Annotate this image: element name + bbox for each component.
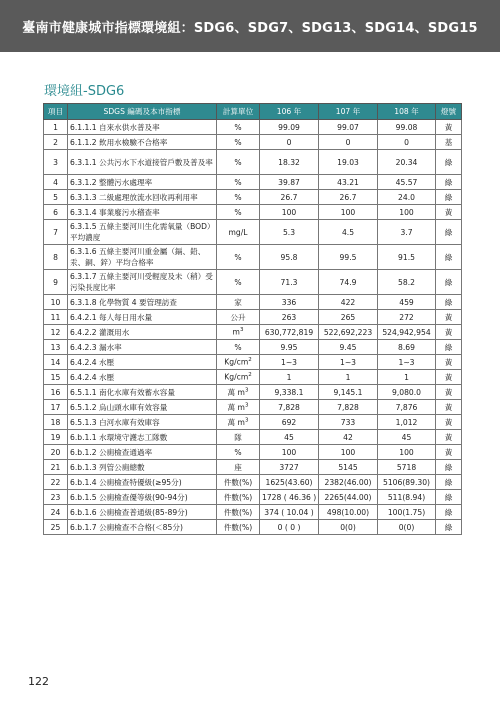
value-107-cell: 4.5 <box>319 220 378 245</box>
value-108-cell: 1~3 <box>378 355 436 370</box>
indicator-cell: 6.b.1.6 公廁檢查普通級(85-89分) <box>68 505 217 520</box>
value-107-cell: 422 <box>319 295 378 310</box>
unit-superscript: 3 <box>239 327 244 334</box>
column-header-108: 108 年 <box>378 104 436 120</box>
value-108-cell: 9,080.0 <box>378 385 436 400</box>
value-108-cell: 3.7 <box>378 220 436 245</box>
value-106-cell: 45 <box>260 430 319 445</box>
indicator-cell: 6.3.1.4 事業廢污水稽查率 <box>68 205 217 220</box>
indicator-cell: 6.3.1.8 化學物質 4 要管理訪查 <box>68 295 217 310</box>
light-cell: 黃 <box>436 310 462 325</box>
unit-cell: 公升 <box>217 310 260 325</box>
row-number-cell: 17 <box>44 400 68 415</box>
value-108-cell: 0 <box>378 135 436 150</box>
column-header-light: 燈號 <box>436 104 462 120</box>
value-107-cell: 1~3 <box>319 355 378 370</box>
value-107-cell: 522,692,223 <box>319 325 378 340</box>
unit-cell: % <box>217 245 260 270</box>
indicator-cell: 6.b.1.3 列管公廁總數 <box>68 460 217 475</box>
row-number-cell: 23 <box>44 490 68 505</box>
value-108-cell: 459 <box>378 295 436 310</box>
value-108-cell: 58.2 <box>378 270 436 295</box>
value-107-cell: 100 <box>319 205 378 220</box>
row-number-cell: 24 <box>44 505 68 520</box>
value-106-cell: 26.7 <box>260 190 319 205</box>
light-cell: 黃 <box>436 430 462 445</box>
value-106-cell: 71.3 <box>260 270 319 295</box>
indicator-cell: 6.1.1.2 飲用水檢驗不合格率 <box>68 135 217 150</box>
table-row <box>44 475 462 490</box>
unit-cell: 件數(%) <box>217 520 260 535</box>
column-header-indicator: SDGS 編碼及本市指標 <box>68 104 217 120</box>
row-number-cell: 8 <box>44 245 68 270</box>
unit-cell: % <box>217 205 260 220</box>
row-number-cell: 13 <box>44 340 68 355</box>
light-cell: 綠 <box>436 150 462 175</box>
unit-cell <box>217 355 260 370</box>
unit-superscript: 3 <box>244 416 249 423</box>
unit-text: Kg/cm <box>224 357 249 367</box>
unit-cell: % <box>217 175 260 190</box>
unit-text: m <box>232 327 240 337</box>
value-107-cell: 2382(46.00) <box>319 475 378 490</box>
unit-superscript: 3 <box>244 401 249 408</box>
row-number-cell: 19 <box>44 430 68 445</box>
table-row <box>44 385 462 400</box>
value-106-cell: 630,772,819 <box>260 325 319 340</box>
indicator-table <box>43 103 462 535</box>
row-number-cell: 15 <box>44 370 68 385</box>
value-107-cell: 5145 <box>319 460 378 475</box>
row-number-cell: 20 <box>44 445 68 460</box>
table-row <box>44 295 462 310</box>
row-number-cell: 22 <box>44 475 68 490</box>
value-106-cell: 9,338.1 <box>260 385 319 400</box>
section-title: 環境組-SDG6 <box>44 84 125 99</box>
value-107-cell: 42 <box>319 430 378 445</box>
header-title: 臺南市健康城市指標環境組：SDG6、SDG7、SDG13、SDG14、SDG15 <box>22 20 478 36</box>
unit-cell: 家 <box>217 295 260 310</box>
unit-cell <box>217 325 260 340</box>
indicator-cell: 6.5.1.2 烏山頭水庫有效容量 <box>68 400 217 415</box>
value-106-cell: 5.3 <box>260 220 319 245</box>
table-row <box>44 445 462 460</box>
value-106-cell: 336 <box>260 295 319 310</box>
value-108-cell: 20.34 <box>378 150 436 175</box>
unit-cell: 隊 <box>217 430 260 445</box>
row-number-cell: 9 <box>44 270 68 295</box>
light-cell: 黃 <box>436 385 462 400</box>
indicator-cell: 6.5.1.1 南化水庫有效蓄水容量 <box>68 385 217 400</box>
unit-cell: 座 <box>217 460 260 475</box>
unit-cell: mg/L <box>217 220 260 245</box>
unit-cell: % <box>217 150 260 175</box>
light-cell: 綠 <box>436 505 462 520</box>
value-106-cell: 1 <box>260 370 319 385</box>
column-header-item: 項目 <box>44 104 68 120</box>
value-107-cell: 498(10.00) <box>319 505 378 520</box>
light-cell: 綠 <box>436 490 462 505</box>
value-108-cell: 100 <box>378 445 436 460</box>
table-row <box>44 245 462 270</box>
value-106-cell: 9.95 <box>260 340 319 355</box>
page-number: 122 <box>28 675 49 688</box>
value-107-cell: 100 <box>319 445 378 460</box>
unit-text: 萬 m <box>227 387 245 397</box>
value-106-cell: 7,828 <box>260 400 319 415</box>
light-cell: 黃 <box>436 445 462 460</box>
value-107-cell: 99.5 <box>319 245 378 270</box>
value-108-cell: 100(1.75) <box>378 505 436 520</box>
unit-cell: % <box>217 340 260 355</box>
value-106-cell: 3727 <box>260 460 319 475</box>
column-header-107: 107 年 <box>319 104 378 120</box>
table-row <box>44 310 462 325</box>
row-number-cell: 4 <box>44 175 68 190</box>
unit-text: 萬 m <box>227 417 245 427</box>
value-106-cell: 0 <box>260 135 319 150</box>
row-number-cell: 6 <box>44 205 68 220</box>
value-107-cell: 733 <box>319 415 378 430</box>
light-cell: 綠 <box>436 520 462 535</box>
value-107-cell: 19.03 <box>319 150 378 175</box>
table-row <box>44 270 462 295</box>
value-106-cell: 100 <box>260 205 319 220</box>
table-row <box>44 460 462 475</box>
value-107-cell: 74.9 <box>319 270 378 295</box>
unit-cell <box>217 385 260 400</box>
unit-cell: % <box>217 120 260 135</box>
value-108-cell: 45 <box>378 430 436 445</box>
table-row <box>44 135 462 150</box>
table-row <box>44 150 462 175</box>
value-107-cell: 99.07 <box>319 120 378 135</box>
unit-cell: % <box>217 270 260 295</box>
value-106-cell: 1~3 <box>260 355 319 370</box>
light-cell: 綠 <box>436 295 462 310</box>
indicator-cell: 6.b.1.4 公廁檢查特優級(≥95分) <box>68 475 217 490</box>
table-header-row <box>44 104 462 120</box>
light-cell: 黃 <box>436 325 462 340</box>
unit-cell <box>217 415 260 430</box>
row-number-cell: 11 <box>44 310 68 325</box>
value-108-cell: 91.5 <box>378 245 436 270</box>
indicator-cell: 6.3.1.2 整體污水處理率 <box>68 175 217 190</box>
light-cell: 基 <box>436 135 462 150</box>
value-107-cell: 9.45 <box>319 340 378 355</box>
light-cell: 綠 <box>436 245 462 270</box>
value-106-cell: 1728 ( 46.36 ) <box>260 490 319 505</box>
indicator-cell: 6.b.1.1 水環境守護志工隊數 <box>68 430 217 445</box>
table-row <box>44 490 462 505</box>
light-cell: 綠 <box>436 270 462 295</box>
value-106-cell: 95.8 <box>260 245 319 270</box>
column-header-106: 106 年 <box>260 104 319 120</box>
light-cell: 黃 <box>436 355 462 370</box>
value-107-cell: 2265(44.00) <box>319 490 378 505</box>
light-cell: 綠 <box>436 475 462 490</box>
row-number-cell: 10 <box>44 295 68 310</box>
unit-superscript: 2 <box>248 357 252 364</box>
table-row <box>44 205 462 220</box>
page-header <box>0 0 500 52</box>
table-row <box>44 175 462 190</box>
table-row <box>44 415 462 430</box>
row-number-cell: 18 <box>44 415 68 430</box>
value-108-cell: 524,942,954 <box>378 325 436 340</box>
indicator-cell: 6.4.2.1 每人每日用水量 <box>68 310 217 325</box>
row-number-cell: 16 <box>44 385 68 400</box>
light-cell: 黃 <box>436 415 462 430</box>
indicator-cell: 6.1.1.1 自來水供水普及率 <box>68 120 217 135</box>
column-header-unit: 計算單位 <box>217 104 260 120</box>
value-107-cell: 0(0) <box>319 520 378 535</box>
value-108-cell: 7,876 <box>378 400 436 415</box>
unit-superscript: 3 <box>244 386 249 393</box>
value-107-cell: 265 <box>319 310 378 325</box>
value-107-cell: 1 <box>319 370 378 385</box>
value-108-cell: 24.0 <box>378 190 436 205</box>
indicator-cell: 6.b.1.7 公廁檢查不合格(＜85分) <box>68 520 217 535</box>
unit-cell: % <box>217 445 260 460</box>
indicator-cell: 6.3.1.1 公共污水下水道接管戶數及普及率 <box>68 150 217 175</box>
value-108-cell: 8.69 <box>378 340 436 355</box>
light-cell: 綠 <box>436 460 462 475</box>
value-106-cell: 39.87 <box>260 175 319 190</box>
row-number-cell: 21 <box>44 460 68 475</box>
table-row <box>44 370 462 385</box>
light-cell: 綠 <box>436 220 462 245</box>
value-108-cell: 272 <box>378 310 436 325</box>
unit-cell: % <box>217 135 260 150</box>
value-108-cell: 1,012 <box>378 415 436 430</box>
indicator-cell: 6.5.1.3 白河水庫有效庫容 <box>68 415 217 430</box>
table-row <box>44 400 462 415</box>
value-106-cell: 263 <box>260 310 319 325</box>
table-row <box>44 430 462 445</box>
table-row <box>44 505 462 520</box>
indicator-cell: 6.4.2.4 水壓 <box>68 370 217 385</box>
unit-cell: 件數(%) <box>217 505 260 520</box>
table-row <box>44 220 462 245</box>
indicator-cell: 6.b.1.2 公廁檢查通過率 <box>68 445 217 460</box>
value-106-cell: 100 <box>260 445 319 460</box>
table-row <box>44 120 462 135</box>
indicator-cell: 6.b.1.5 公廁檢查優等級(90-94分) <box>68 490 217 505</box>
value-108-cell: 99.08 <box>378 120 436 135</box>
value-107-cell: 0 <box>319 135 378 150</box>
light-cell: 黃 <box>436 120 462 135</box>
indicator-cell: 6.4.2.4 水壓 <box>68 355 217 370</box>
indicator-cell: 6.3.1.3 二級處理放流水回收再利用率 <box>68 190 217 205</box>
unit-cell: 件數(%) <box>217 475 260 490</box>
indicator-cell: 6.4.2.3 漏水率 <box>68 340 217 355</box>
light-cell: 綠 <box>436 190 462 205</box>
unit-superscript: 2 <box>248 372 252 379</box>
table-row <box>44 325 462 340</box>
value-107-cell: 7,828 <box>319 400 378 415</box>
value-108-cell: 100 <box>378 205 436 220</box>
value-107-cell: 26.7 <box>319 190 378 205</box>
indicator-cell: 6.3.1.6 五條主要河川重金屬（鎘、鉛、汞、銅、鋅）平均合格率 <box>68 245 217 270</box>
value-108-cell: 45.57 <box>378 175 436 190</box>
value-108-cell: 5106(89.30) <box>378 475 436 490</box>
indicator-cell: 6.3.1.5 五條主要河川生化需氧量（BOD）平均濃度 <box>68 220 217 245</box>
value-107-cell: 9,145.1 <box>319 385 378 400</box>
value-106-cell: 0 ( 0 ) <box>260 520 319 535</box>
unit-cell <box>217 400 260 415</box>
table-row <box>44 190 462 205</box>
table-row <box>44 355 462 370</box>
value-108-cell: 5718 <box>378 460 436 475</box>
value-108-cell: 0(0) <box>378 520 436 535</box>
unit-cell <box>217 370 260 385</box>
row-number-cell: 7 <box>44 220 68 245</box>
unit-cell: 件數(%) <box>217 490 260 505</box>
row-number-cell: 5 <box>44 190 68 205</box>
value-108-cell: 1 <box>378 370 436 385</box>
row-number-cell: 12 <box>44 325 68 340</box>
light-cell: 綠 <box>436 175 462 190</box>
row-number-cell: 3 <box>44 150 68 175</box>
value-106-cell: 374 ( 10.04 ) <box>260 505 319 520</box>
value-106-cell: 1625(43.60) <box>260 475 319 490</box>
unit-text: 萬 m <box>227 402 245 412</box>
row-number-cell: 2 <box>44 135 68 150</box>
value-106-cell: 692 <box>260 415 319 430</box>
light-cell: 綠 <box>436 340 462 355</box>
indicator-cell: 6.4.2.2 灌溉用水 <box>68 325 217 340</box>
value-108-cell: 511(8.94) <box>378 490 436 505</box>
value-107-cell: 43.21 <box>319 175 378 190</box>
unit-text: Kg/cm <box>224 372 249 382</box>
light-cell: 黃 <box>436 400 462 415</box>
light-cell: 黃 <box>436 205 462 220</box>
light-cell: 黃 <box>436 370 462 385</box>
table-row <box>44 520 462 535</box>
indicator-cell: 6.3.1.7 五條主要河川受輕度及未（稍）受污染長度比率 <box>68 270 217 295</box>
table-row <box>44 340 462 355</box>
unit-cell: % <box>217 190 260 205</box>
row-number-cell: 1 <box>44 120 68 135</box>
table-body <box>44 120 462 535</box>
value-106-cell: 99.09 <box>260 120 319 135</box>
value-106-cell: 18.32 <box>260 150 319 175</box>
row-number-cell: 25 <box>44 520 68 535</box>
row-number-cell: 14 <box>44 355 68 370</box>
